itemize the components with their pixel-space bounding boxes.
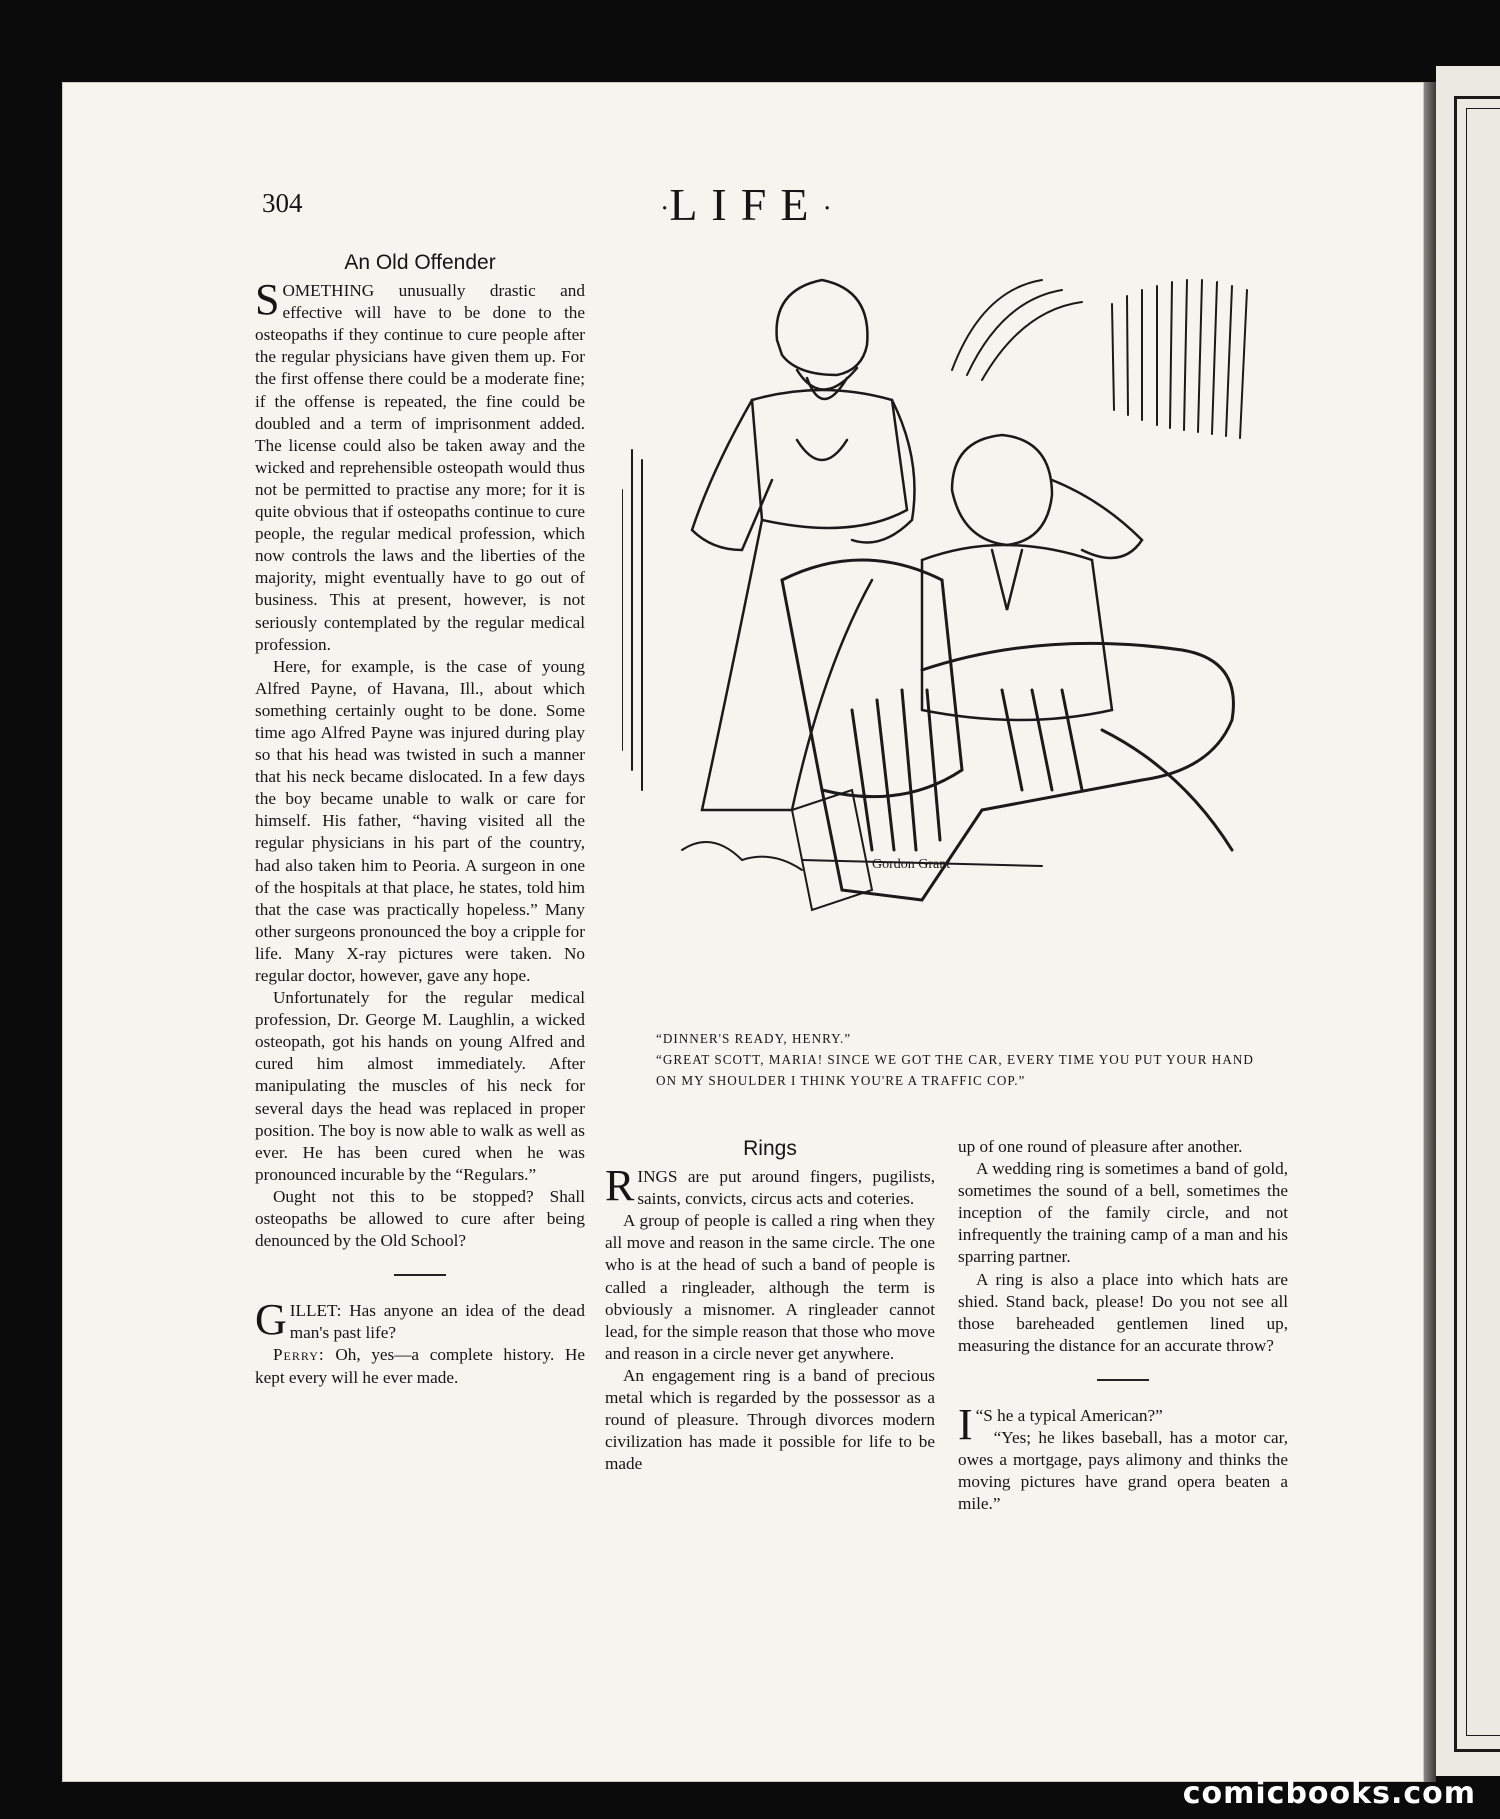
- masthead: [660, 178, 832, 231]
- article2-continued: up of one round of pleasure after another.: [958, 1137, 1243, 1156]
- article2-continued: A ring is also a place into which hats are shied. Stand back, please! Do you not see all those bareheaded gentlemen lined up, measuring the distance for an accurate throw?: [958, 1269, 1288, 1355]
- column-middle: [605, 1138, 935, 1475]
- masthead-dot-left: ·: [660, 193, 670, 225]
- page-gutter-shadow: [1424, 82, 1436, 1782]
- dropcap: S: [255, 275, 280, 325]
- article2-paragraph: An engagement ring is a band of precious metal which is regarded by the possessor as a round of pleasure. Through divorces modern civilization has made it possible for life to be made: [605, 1365, 935, 1474]
- article2-paragraph: RINGS are put around fingers, pugilists, saints, convicts, circus acts and coteries.: [605, 1161, 935, 1211]
- column-right: [958, 1136, 1288, 1515]
- article2-paragraph: A group of people is called a ring when they all move and reason in the same circle. The one who is at the head of such a band of people is called a ringleader, although the term is obviously a misnomer. A ringleader cannot lead, for the simple reason that those who move and reason in a circle never get anywhere.: [605, 1211, 935, 1363]
- joke-perry: Perry: Oh, yes—a complete history. He kept every will he ever made.: [255, 1345, 585, 1387]
- article1-paragraph: Unfortunately for the regular medical profession, Dr. George M. Laughlin, a wicked osteopath, got his hands on young Alfred and cured him almost immediately. After manipulating the muscles of his neck for several days the head was replaced in proper position. The boy is now able to walk as well as ever. He has been cured when he was pronounced incurable by the “Regulars.”: [255, 988, 585, 1184]
- article1-paragraph: SOMETHING unusually drastic and effective will have to be done to the osteopaths if they continue to cure people after the regular physicians have given them up. For the first offense there could be a moderate fine; if the offense is repeated, the fine could be doubled and a term of imprisonment added. The license could also be taken away and the wicked and reprehensible osteopath would thus not be permitted to practise any more; for it is quite obvious that if osteopaths continue to cure people, the regular medical profession, which now controls the laws and the liberties of the majority, might eventually have to go out of business. This at present, however, is not seriously contemplated by the regular medical profession.: [255, 275, 585, 654]
- column-left: [255, 252, 585, 1389]
- joke-gillet: GILLET: Has anyone an idea of the dead man's past life?: [255, 1295, 585, 1345]
- masthead-title: LIFE: [669, 179, 823, 230]
- article2-continued: A wedding ring is sometimes a band of gold, sometimes the sound of a bell, sometimes the inception of the family circle, and not infrequently the training camp of a man and his sparring partner.: [958, 1159, 1288, 1267]
- adjacent-page-edge: [1436, 66, 1500, 1776]
- joke-american: “ I S he a typical American?”: [958, 1399, 1163, 1449]
- article-title-old-offender: An Old Offender: [344, 251, 496, 274]
- adjacent-page-inner-border: [1466, 108, 1500, 1736]
- article1-paragraph: Here, for example, is the case of young Alfred Payne, of Havana, Ill., about which something certainly ought to be done. Some time ago Alfred Payne was injured during play so that his head was twisted in such a manner that his neck became dislocated. In a few days the boy became unable to walk or care for himself. His father, “having visited all the regular physicians in his part of the country, had also taken him to Peoria. A surgeon in one of the hospitals at that place, he states, told him that the case was practically hopeless.” Many other surgeons pronounced the boy a cripple for life. Many X-ray pictures were taken. No regular doctor, however, gave any hope.: [255, 656, 585, 985]
- illustration-caption: [630, 1028, 1260, 1091]
- artist-signature: Gordon Grant: [872, 857, 951, 872]
- dropcap: R: [605, 1161, 635, 1211]
- site-watermark: comicbooks.com: [1182, 1776, 1476, 1811]
- cartoon-illustration: [622, 250, 1262, 1010]
- article1-paragraph: Ought not this to be stopped? Shall osteopaths be allowed to cure after being denounced by the Old School?: [255, 1186, 585, 1251]
- section-divider: [394, 1274, 446, 1276]
- joke-american-reply: “Yes; he likes baseball, has a motor car, owes a mortgage, pays alimony and thinks the moving pictures have grand opera beaten a mile.”: [958, 1428, 1288, 1514]
- section-divider: [1097, 1379, 1149, 1381]
- masthead-dot-right: ·: [822, 193, 832, 225]
- dropcap: I: [958, 1399, 973, 1449]
- article-title-rings: Rings: [743, 1137, 797, 1160]
- page-number: 304: [262, 188, 303, 218]
- dropcap: G: [255, 1295, 287, 1345]
- caption-line-2: “GREAT SCOTT, MARIA! SINCE WE GOT THE CAR, EVERY TIME YOU PUT YOUR HAND ON MY SHOULDER I THINK YOU'RE A TRAFFIC COP.”: [656, 1052, 1254, 1088]
- caption-line-1: “DINNER'S READY, HENRY.”: [656, 1031, 852, 1046]
